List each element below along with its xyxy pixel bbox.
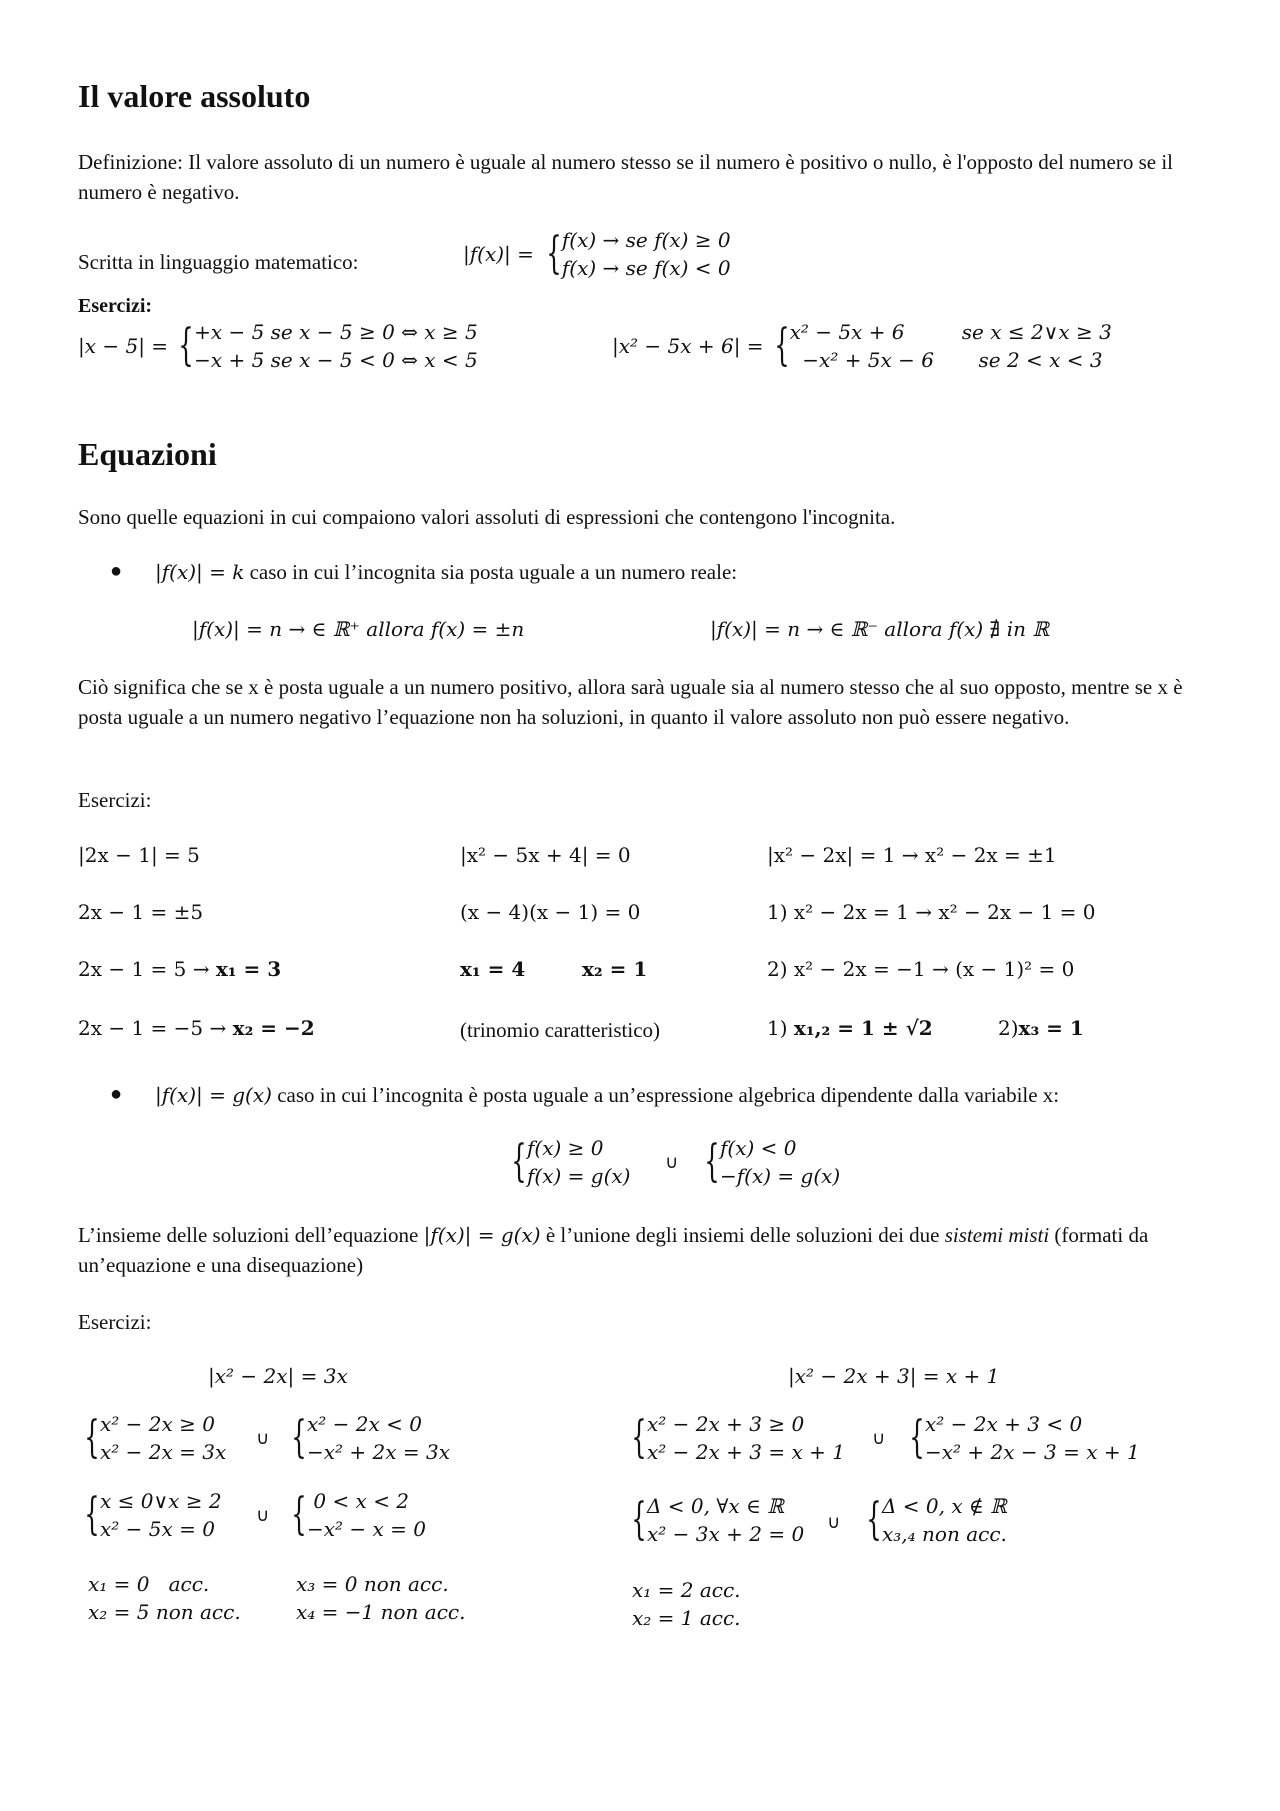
bullet-icon: ● xyxy=(110,1083,123,1105)
exercise-2-row1: x² − 5x + 6 se x ≤ 2∨x ≥ 3 xyxy=(789,320,1112,344)
ex-col3-line4b xyxy=(998,1016,1084,1040)
union-part3: (formati da un’equazione e una disequazione) xyxy=(78,1223,1149,1277)
left-s3-row2: x² − 5x = 0 xyxy=(100,1517,215,1541)
left-s1-row2: x² − 2x = 3x xyxy=(100,1440,227,1464)
mixed-system-a-row1: f(x) ≥ 0 xyxy=(527,1136,604,1160)
right-system-3 xyxy=(625,1492,804,1548)
exercises-label-2: Esercizi: xyxy=(78,788,152,812)
left-result-1: x₁ = 0 acc. xyxy=(88,1572,210,1596)
section-title-equazioni: Equazioni xyxy=(78,436,217,472)
ex-col3-solution-x12: x₁,₂ = 1 ± √2 xyxy=(793,1016,933,1040)
union-paragraph xyxy=(78,1220,1208,1280)
ex-col3-line2: 1) x² − 2x = 1 → x² − 2x − 1 = 0 xyxy=(767,900,1096,924)
right-system-2 xyxy=(903,1410,1140,1466)
brace-icon: { xyxy=(291,1412,307,1463)
explanation-paragraph: Ciò significa che se x è posta uguale a un numero positivo, allora sarà uguale sia al numero stesso che al suo opposto, mentre se x è posta uguale a un numero negativo l’equazione non ha soluzioni, in quanto il valore assoluto non può essere negativo. xyxy=(78,675,1183,729)
right-s1-row2: x² − 2x + 3 = x + 1 xyxy=(647,1440,845,1464)
bullet-2-text xyxy=(155,1081,1059,1110)
right-result-2: x₂ = 1 acc. xyxy=(632,1606,741,1630)
brace-icon: { xyxy=(84,1412,100,1463)
ex-col2-note: (trinomio caratteristico) xyxy=(460,1018,661,1042)
union-italic: sistemi misti xyxy=(944,1223,1050,1247)
ex-col3-prefix1: 1) xyxy=(767,1016,794,1040)
ex-col1-solution-x1: x₁ = 3 xyxy=(215,957,282,981)
right-system-1 xyxy=(625,1410,845,1466)
exercise-1-lhs: |x − 5| = xyxy=(78,334,169,358)
definition-text: Il valore assoluto di un numero è uguale al numero stesso se il numero è positivo o nullo, è l'opposto del numero se il numero è negativo. xyxy=(78,150,1173,204)
right-system-4 xyxy=(860,1492,1007,1548)
left-result-4: x₄ = −1 non acc. xyxy=(296,1600,466,1624)
ex-col3-line1: |x² − 2x| = 1 → x² − 2x = ±1 xyxy=(767,843,1057,867)
ex-col3-line4 xyxy=(767,1016,933,1040)
right-s4-row1: Δ < 0, x ∉ ℝ xyxy=(882,1494,1007,1518)
brace-icon: { xyxy=(511,1136,527,1187)
ex-col2-line2: (x − 4)(x − 1) = 0 xyxy=(460,900,641,924)
abs-definition-lhs: |f(x)| = xyxy=(463,242,534,266)
left-s4-row2: −x² − x = 0 xyxy=(307,1517,427,1541)
bullet-2-math: |f(x)| = g(x) xyxy=(155,1083,272,1107)
right-s3-row1: Δ < 0, ∀x ∈ ℝ xyxy=(647,1494,784,1518)
union-icon: ∪ xyxy=(872,1428,886,1449)
ex-col1-line4 xyxy=(78,1016,315,1040)
ex-col2-x1: x₁ = 4 xyxy=(460,957,526,981)
ex-col1-line3-text: 2x − 1 = 5 → xyxy=(78,957,216,981)
left-s1-row1: x² − 2x ≥ 0 xyxy=(100,1412,215,1436)
math-language-label: Scritta in linguaggio matematico: xyxy=(78,250,359,274)
union-part1: L’insieme delle soluzioni dell’equazione xyxy=(78,1223,424,1247)
mixed-system-a-row2: f(x) = g(x) xyxy=(527,1164,631,1188)
mixed-system-b-row1: f(x) < 0 xyxy=(720,1136,797,1160)
left-system-4 xyxy=(285,1487,426,1543)
union-icon: ∪ xyxy=(256,1505,270,1526)
bullet-2-description: caso in cui l’incognita è posta uguale a un’espressione algebrica dipendente dalla variabile x: xyxy=(271,1083,1060,1107)
exercises-label-1: Esercizi: xyxy=(78,295,153,317)
exercise-abs-x-minus-5 xyxy=(78,318,478,374)
brace-icon: { xyxy=(178,320,194,371)
left-system-3 xyxy=(78,1487,222,1543)
right-s2-row2: −x² + 2x − 3 = x + 1 xyxy=(925,1440,1140,1464)
exercises-label-3: Esercizi: xyxy=(78,1310,152,1334)
left-equation: |x² − 2x| = 3x xyxy=(208,1364,348,1388)
right-s1-row1: x² − 2x + 3 ≥ 0 xyxy=(647,1412,805,1436)
left-result-2: x₂ = 5 non acc. xyxy=(88,1600,241,1624)
bullet-1-description: caso in cui l’incognita sia posta uguale a un numero reale: xyxy=(244,560,738,584)
ex-col3-prefix2: 2) xyxy=(998,1016,1019,1040)
case-negative: |f(x)| = n → ∈ ℝ⁻ allora f(x) ∄ in ℝ xyxy=(710,617,1049,641)
union-part2: è l’unione degli insiemi delle soluzioni dei due xyxy=(540,1223,945,1247)
ex-col1-solution-x2: x₂ = −2 xyxy=(232,1016,315,1040)
exercise-2-lhs: |x² − 5x + 6| = xyxy=(612,334,764,358)
mixed-system-a xyxy=(505,1134,630,1190)
brace-icon: { xyxy=(866,1494,882,1545)
left-s2-row1: x² − 2x < 0 xyxy=(307,1412,422,1436)
brace-icon: { xyxy=(704,1136,720,1187)
definition-paragraph xyxy=(78,147,1208,207)
intro-paragraph: Sono quelle equazioni in cui compaiono valori assoluti di espressioni che contengono l'incognita. xyxy=(78,505,896,529)
brace-icon: { xyxy=(631,1412,647,1463)
page-title: Il valore assoluto xyxy=(78,78,311,114)
union-math: |f(x)| = g(x) xyxy=(423,1223,541,1247)
case-positive: |f(x)| = n → ∈ ℝ⁺ allora f(x) = ±n xyxy=(192,617,525,641)
left-result-3: x₃ = 0 non acc. xyxy=(296,1572,449,1596)
ex-col1-line3 xyxy=(78,957,281,981)
right-result-1: x₁ = 2 acc. xyxy=(632,1578,741,1602)
right-equation: |x² − 2x + 3| = x + 1 xyxy=(788,1364,1000,1388)
ex-col3-solution-x3: x₃ = 1 xyxy=(1018,1016,1084,1040)
right-s4-row2: x₃,₄ non acc. xyxy=(882,1522,1007,1546)
right-s3-row2: x² − 3x + 2 = 0 xyxy=(647,1522,805,1546)
left-s2-row2: −x² + 2x = 3x xyxy=(307,1440,451,1464)
union-icon: ∪ xyxy=(827,1512,841,1533)
exercise-2-row2: −x² + 5x − 6 se 2 < x < 3 xyxy=(789,348,1103,372)
ex-col1-line1: |2x − 1| = 5 xyxy=(78,843,200,867)
brace-icon: { xyxy=(291,1489,307,1540)
exercise-1-row2: −x + 5 se x − 5 < 0 ⇔ x < 5 xyxy=(194,348,478,372)
right-s2-row1: x² − 2x + 3 < 0 xyxy=(925,1412,1083,1436)
brace-icon: { xyxy=(909,1412,925,1463)
abs-definition-system xyxy=(463,226,731,282)
ex-col3-line3: 2) x² − 2x = −1 → (x − 1)² = 0 xyxy=(767,957,1075,981)
union-icon: ∪ xyxy=(665,1152,679,1173)
abs-definition-row2: f(x) → se f(x) < 0 xyxy=(561,256,731,280)
mixed-system-b-row2: −f(x) = g(x) xyxy=(720,1164,841,1188)
definition-label: Definizione: xyxy=(78,150,183,174)
left-s4-row1: 0 < x < 2 xyxy=(307,1489,410,1513)
brace-icon: { xyxy=(773,320,790,371)
left-system-2 xyxy=(285,1410,450,1466)
brace-icon: { xyxy=(84,1489,100,1540)
exercise-abs-quadratic xyxy=(612,318,1112,374)
union-icon: ∪ xyxy=(256,1428,270,1449)
ex-col1-line4-text: 2x − 1 = −5 → xyxy=(78,1016,233,1040)
left-system-1 xyxy=(78,1410,226,1466)
ex-col2-x2: x₂ = 1 xyxy=(582,957,648,981)
brace-icon: { xyxy=(546,228,562,279)
brace-icon: { xyxy=(631,1494,647,1545)
bullet-icon: ● xyxy=(110,560,123,582)
ex-col1-line2: 2x − 1 = ±5 xyxy=(78,900,204,924)
left-s3-row1: x ≤ 0∨x ≥ 2 xyxy=(100,1489,222,1513)
abs-definition-row1: f(x) → se f(x) ≥ 0 xyxy=(561,228,731,252)
ex-col2-line1: |x² − 5x + 4| = 0 xyxy=(460,843,631,867)
bullet-1-math: |f(x)| = k xyxy=(155,560,245,584)
bullet-1-text xyxy=(155,558,737,587)
mixed-system-b xyxy=(698,1134,840,1190)
exercise-1-row1: +x − 5 se x − 5 ≥ 0 ⇔ x ≥ 5 xyxy=(194,320,478,344)
